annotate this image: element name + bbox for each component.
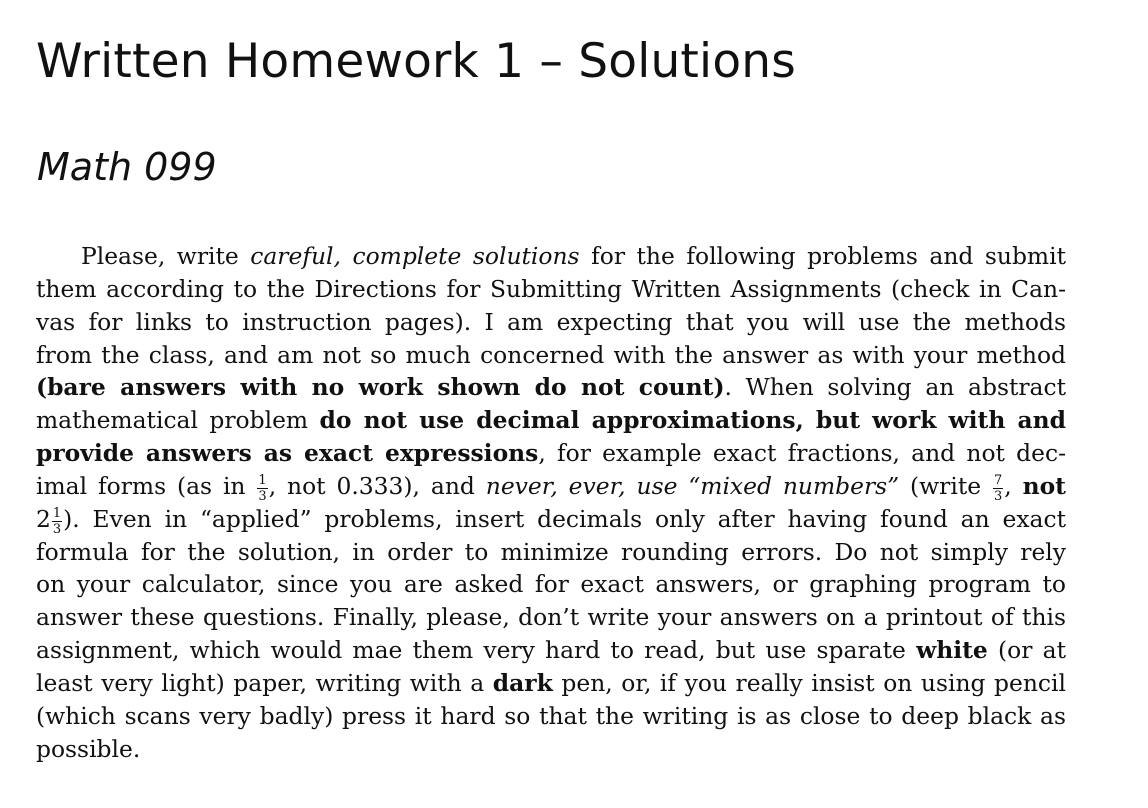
document-subtitle: Math 099 [37, 145, 217, 189]
text-segment: pen, or, if you really insist on using pencil [552, 668, 1066, 697]
fraction-denominator: 3 [993, 488, 1003, 504]
text-segment: for the following problems and submit [579, 242, 1066, 270]
text-segment: , [1004, 471, 1023, 500]
text-segment: (or at [987, 636, 1066, 665]
text-segment: ). Even in “applied” problems, insert decimals only after having found an exact [63, 504, 1066, 533]
paragraph-line-3: vas for links to instruction pages). I am expecting that you will use the methods [36, 307, 1066, 336]
paragraph-line-6 [36, 404, 1066, 437]
text-segment: assignment, which would mae them very hard to read, but use sparate [36, 636, 917, 665]
text-segment: , for example exact fractions, and not dec- [538, 439, 1066, 468]
text-segment: (write [899, 471, 992, 500]
fraction-denominator: 3 [52, 521, 62, 537]
paragraph-line-14 [36, 667, 1066, 700]
text-segment: imal forms (as in [36, 471, 257, 500]
fraction-one-third [257, 474, 267, 503]
paragraph-line-5 [36, 371, 1066, 404]
bold-text: dark [492, 668, 553, 697]
text-segment: Please, write [81, 242, 251, 270]
text-segment: mathematical problem [36, 406, 320, 435]
emphasis-text: never, ever, use “mixed numbers” [485, 471, 900, 500]
bold-text: provide answers as exact expressions [36, 439, 539, 468]
text-segment: . When solving an abstract [724, 373, 1066, 402]
fraction-one-third [52, 507, 62, 536]
fraction-numerator: 1 [258, 472, 267, 488]
paragraph-line-11: on your calculator, since you are asked for exact answers, or graphing program to [36, 570, 1066, 599]
paragraph-line-12: answer these questions. Finally, please, don’t write your answers on a printout of this [36, 603, 1066, 632]
paragraph-line-4: from the class, and am not so much concerned with the answer as with your method [36, 340, 1066, 369]
text-segment: least very light) paper, writing with a [36, 668, 493, 697]
instructions-paragraph [36, 240, 1066, 766]
bold-text: (bare answers with no work shown do not count) [36, 373, 725, 402]
document-title: Written Homework 1 – Solutions [36, 34, 796, 89]
fraction-seven-thirds [993, 474, 1003, 503]
paragraph-line-7 [36, 437, 1066, 470]
emphasis-text: careful, complete solutions [250, 242, 580, 270]
bold-text: not [1022, 471, 1066, 500]
paragraph-line-8 [36, 470, 1066, 503]
paragraph-line-9 [36, 503, 1066, 536]
paragraph-line-16: possible. [36, 734, 141, 763]
mixed-number-whole: 2 [36, 504, 51, 533]
fraction-numerator: 7 [993, 472, 1003, 488]
paragraph-line-2: them according to the Directions for Submitting Written Assignments (check in Can- [36, 274, 1066, 303]
bold-text: do not use decimal approximations, but work with and [319, 406, 1066, 435]
fraction-denominator: 3 [258, 488, 267, 504]
paragraph-line-13 [36, 634, 1066, 667]
bold-text: white [916, 636, 988, 665]
paragraph-line-10: formula for the solution, in order to minimize rounding errors. Do not simply rely [36, 537, 1066, 566]
text-segment: , not 0.333), and [268, 471, 486, 500]
paragraph-line-1 [36, 240, 1066, 273]
fraction-numerator: 1 [52, 505, 62, 521]
paragraph-line-15: (which scans very badly) press it hard so that the writing is as close to deep black as [36, 701, 1066, 730]
